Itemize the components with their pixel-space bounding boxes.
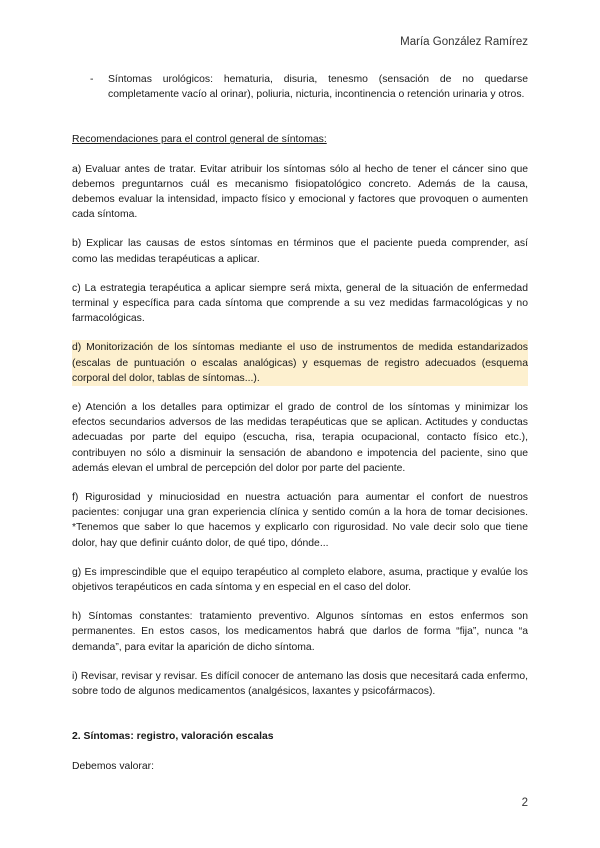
bullet-dash: - <box>90 74 94 85</box>
paragraph-g: g) Es imprescindible que el equipo terapéutico al completo elabore, asuma, practique y evalúe los objetivos terapéuticos en cada síntoma y en especial en el caso del dolor. <box>72 566 528 594</box>
page-content <box>72 72 528 774</box>
header-author: María González Ramírez <box>400 36 528 48</box>
paragraph-d-highlighted: d) Monitorización de los síntomas mediante el uso de instrumentos de medida estandarizados (escalas de puntuación o escalas analógicas) y esquemas de registro adecuados (esquema corporal del dolor, tablas de síntomas...). <box>72 340 528 386</box>
paragraph-b: b) Explicar las causas de estos síntomas en términos que el paciente pueda comprender, así como las medidas terapéuticas a aplicar. <box>72 238 528 265</box>
paragraph-c: c) La estrategia terapéutica a aplicar siempre será mixta, general de la situación de enfermedad terminal y específica para cada síntoma que comprende a su vez medidas farmacológicas y no farmacológicas. <box>72 282 528 325</box>
page-number: 2 <box>521 797 528 809</box>
paragraph-e: e) Atención a los detalles para optimizar el grado de control de los síntomas y minimizar los efectos secundarios adversos de las medidas terapéuticas que se aplican. Actitudes y conductas adecuadas por parte del equipo (escucha, risa, terapia ocupacional, contacto físico etc.), contribuyen no sólo a disminuir la sensación de abandono e impotencia del paciente, sino que además elevan el umbral de percepción del dolor por parte del paciente. <box>72 402 528 474</box>
paragraph-i: i) Revisar, revisar y revisar. Es difícil conocer de antemano las dosis que necesitará cada enfermo, sobre todo de algunos medicamentos (analgésicos, laxantes y psicofármacos). <box>72 670 528 698</box>
list-item <box>90 72 528 102</box>
bullet-text: Síntomas urológicos: hematuria, disuria, tenesmo (sensación de no quedarse completamente vacío al orinar), poliuria, nicturia, incontinencia o retención urinaria y otros. <box>108 74 528 101</box>
paragraph-f: f) Rigurosidad y minuciosidad en nuestra actuación para aumentar el confort de nuestros pacientes: conjugar una gran experiencia clínica y sentido común a la hora de tomar decisiones. *Tenemos que saber lo que hacemos y explicarlo con rigurosidad. No vale decir solo que tiene dolor, hay que definir cuánto dolor, de qué tipo, dónde... <box>72 492 528 549</box>
section-intro: Debemos valorar: <box>72 760 155 772</box>
paragraph-h: h) Síntomas constantes: tratamiento preventivo. Algunos síntomas en estos enfermos son permanentes. En estos casos, los medicamentos habrá que darlos de forma “fija”, nunca “a demanda”, para evitar la aparición de dicho síntoma. <box>72 611 528 653</box>
section-title: 2. Síntomas: registro, valoración escalas <box>72 731 274 743</box>
recommendations-heading: Recomendaciones para el control general de síntomas: <box>72 134 327 146</box>
paragraph-a: a) Evaluar antes de tratar. Evitar atribuir los síntomas sólo al hecho de tener el cáncer sino que debemos preguntarnos cuál es mecanismo fisiopatológico concreto. Además de la causa, debemos evaluar la intensidad, impacto físico y emocional y factores que provoquen o aumenten cada síntoma. <box>72 163 528 221</box>
